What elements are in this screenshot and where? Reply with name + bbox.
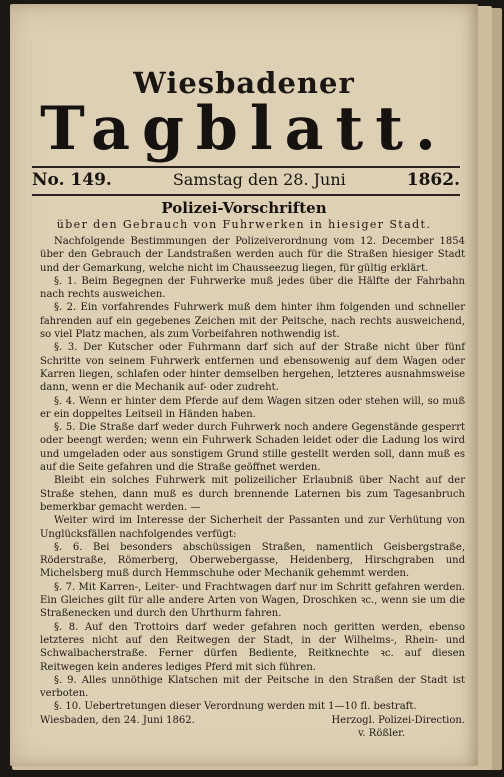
newspaper-page (10, 4, 478, 766)
paragraph-s4: §. 4. Wenn er hinter dem Pferde auf dem Wagen sitzen oder stehen will, so muß er ein doppeltes Leitseil in Händen haben. (40, 395, 465, 420)
paragraph-s8: §. 8. Auf den Trottoirs darf weder gefahren noch geritten werden, ebenso letzteres nicht auf den Reitwegen der Stadt, in der Wilhelms-, Rhein- und Schwalbacherstraße. Ferner dürfen Bediente, Reitknechte ꝛc. auf diesen Reitwegen kein anderes lediges Pferd mit sich führen. (40, 621, 465, 673)
article-subheading: über den Gebrauch von Fuhrwerken in hiesiger Stadt. (56, 218, 432, 231)
signoff-name: v. Rößler. (357, 728, 405, 740)
dateline (32, 170, 460, 194)
masthead-rule-top (32, 166, 460, 168)
masthead-title: Tagblatt. (40, 94, 448, 164)
paragraph-night: Bleibt ein solches Fuhrwerk mit polizeilicher Erlaubniß über Nacht auf der Straße stehen, dann muß es durch brennende Laternen bis zum Tagesanbruch bemerkbar gemacht werden. — (40, 475, 465, 513)
paragraph-s2: §. 2. Ein vorfahrendes Fuhrwerk muß dem hinter ihm folgenden und schneller fahrenden auf ein gegebenes Zeichen mit der Peitsche, nach rechts ausweichend, so viel Platz machen, als zum Vorbeifahren nothwendig ist. (40, 302, 465, 341)
paragraph-s9: §. 9. Alles unnöthige Klatschen mit der Peitsche in den Straßen der Stadt ist verboten. (40, 674, 465, 700)
article-signoff (40, 714, 465, 741)
paragraph-s10: §. 10. Uebertretungen dieser Verordnung werden mit 1—10 fl. bestraft. (54, 701, 417, 713)
paragraph-further: Weiter wird im Interesse der Sicherheit der Passanten und zur Verhütung von Unglücksfällen nachfolgendes verfügt: (40, 515, 465, 540)
masthead-rule-bottom (32, 194, 460, 196)
masthead-subtitle: Wiesbadener (133, 66, 355, 100)
paragraph-intro: Nachfolgende Bestimmungen der Polizeiverordnung vom 12. December 1854 über den Gebrauch der Landstraßen werden auch für die Straßen hiesiger Stadt und der Gemarkung, welche nicht im Chausseezug liegen, für gültig erklärt. (40, 236, 465, 274)
paragraph-s5: §. 5. Die Straße darf weder durch Fuhrwerk noch andere Gegenstände gesperrt oder beengt werden; wenn ein Fuhrwerk Schaden leidet oder die Ladung los wird und umgeladen oder aus sonstigem Grund stille gestellt werden soll, dann muß es auf die Seite gefahren und die Straße geöffnet werden. (40, 422, 465, 474)
signoff-place-date: Wiesbaden, den 24. Juni 1862. (40, 715, 195, 726)
paragraph-s1: §. 1. Beim Begegnen der Fuhrwerke muß jedes über die Hälfte der Fahrbahn nach rechts ausweichen. (40, 275, 465, 301)
signoff-authority: Herzogl. Polizei-Direction. (331, 715, 465, 726)
paragraph-s7: §. 7. Mit Karren-, Leiter- und Frachtwagen darf nur im Schritt gefahren werden. Ein Gleiches gilt für alle andere Arten von Wagen, Droschken ꝛc., wenn sie um die Straßenecken und durch den Uhrthurm fahren. (40, 581, 465, 620)
paragraph-s3: §. 3. Der Kutscher oder Fuhrmann darf sich auf der Straße nicht über fünf Schritte von seinem Fuhrwerk entfernen und ebensowenig auf dem Wagen oder Karren liegen, schlafen oder hinter demselben hergehen, letzteres ausnahmsweise dann, wenn er die Mechanik auf- oder zudreht. (40, 342, 465, 394)
issue-date: Samstag den 28. Juni (172, 170, 346, 189)
article-body (40, 235, 465, 714)
article-heading: Polizei-Vorschriften (161, 199, 327, 217)
paragraph-s6: §. 6. Bei besonders abschüssigen Straßen, namentlich Geisbergstraße, Röderstraße, Römerberg, Oberwebergasse, Heidenberg, Hirschgraben und Michelsberg muß durch Hemmschuhe oder Mechanik gehemmt werden. (40, 541, 465, 580)
issue-number: No. 149. (32, 170, 112, 190)
issue-year: 1862. (406, 170, 460, 190)
